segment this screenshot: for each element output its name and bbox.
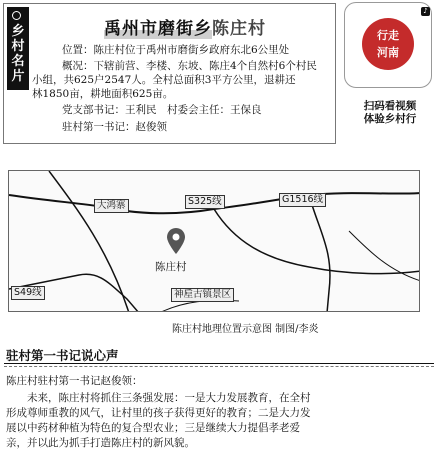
music-note-icon: ♪ (421, 7, 430, 16)
section-title: 驻村第一书记说心声 (6, 348, 119, 363)
profile-overview-1: 概况：下辖前营、李楼、东坡、陈庄4个自然村6个村民 (62, 60, 317, 72)
badge-text-2: 河南 (377, 46, 399, 59)
body-line-3: 展以中药材种植为特色的复合型农业；三是继续大力提倡孝老爱 (6, 422, 300, 434)
body-line-2: 形成尊师重教的风气，让村里的孩子获得更好的教育；二是大力发 (6, 407, 311, 419)
label-dayu: 大鸿寨 (94, 199, 129, 213)
profile-overview-2: 小组，共625户2547人。全村总面积3平方公里，退耕还 (32, 74, 296, 86)
circle-icon (12, 11, 21, 20)
map-caption: 陈庄村地理位置示意图 制图/李炎 (172, 324, 319, 335)
section-rule (4, 363, 434, 364)
profile-officials: 党支部书记：王利民 村委会主任：王保良 (62, 104, 262, 116)
label-g1516: G1516线 (279, 193, 326, 207)
profile-title (104, 14, 266, 39)
location-map (8, 170, 420, 312)
village-label: 陈庄村 (155, 261, 187, 273)
location-pin-icon (166, 227, 186, 255)
qr-caption-1: 扫码看视频 (363, 100, 417, 112)
title-township: 禹州市磨街乡 (104, 19, 212, 39)
profile-first-secretary: 驻村第一书记：赵俊领 (62, 121, 167, 133)
badge-text-1: 行走 (377, 29, 399, 42)
profile-overview-3: 林1850亩，耕地面积625亩。 (32, 88, 174, 100)
profile-location: 位置：陈庄村位于禹州市磨街乡政府东北6公里处 (62, 44, 290, 56)
section-rule-dashed (4, 366, 434, 367)
body-line-4: 亲，并以此为抓手打造陈庄村的新风貌。 (6, 437, 195, 449)
label-scenic: 神垕古镇景区 (171, 288, 234, 302)
village-profile-card (3, 3, 336, 144)
title-village: 陈庄村 (212, 19, 266, 39)
speaker-line: 陈庄村驻村第一书记赵俊领： (6, 375, 143, 387)
body-line-1: 未来，陈庄村将抓住三条强发展：一是大力发展教育，在全村 (6, 392, 311, 404)
village-card-tag (7, 7, 29, 90)
qr-caption-2: 体验乡村行 (363, 113, 417, 125)
qr-code[interactable] (344, 2, 432, 88)
tag-label: 乡村名片 (11, 24, 25, 84)
label-s49: S49线 (11, 286, 45, 300)
label-s325: S325线 (185, 195, 225, 209)
qr-center-badge (362, 18, 414, 70)
